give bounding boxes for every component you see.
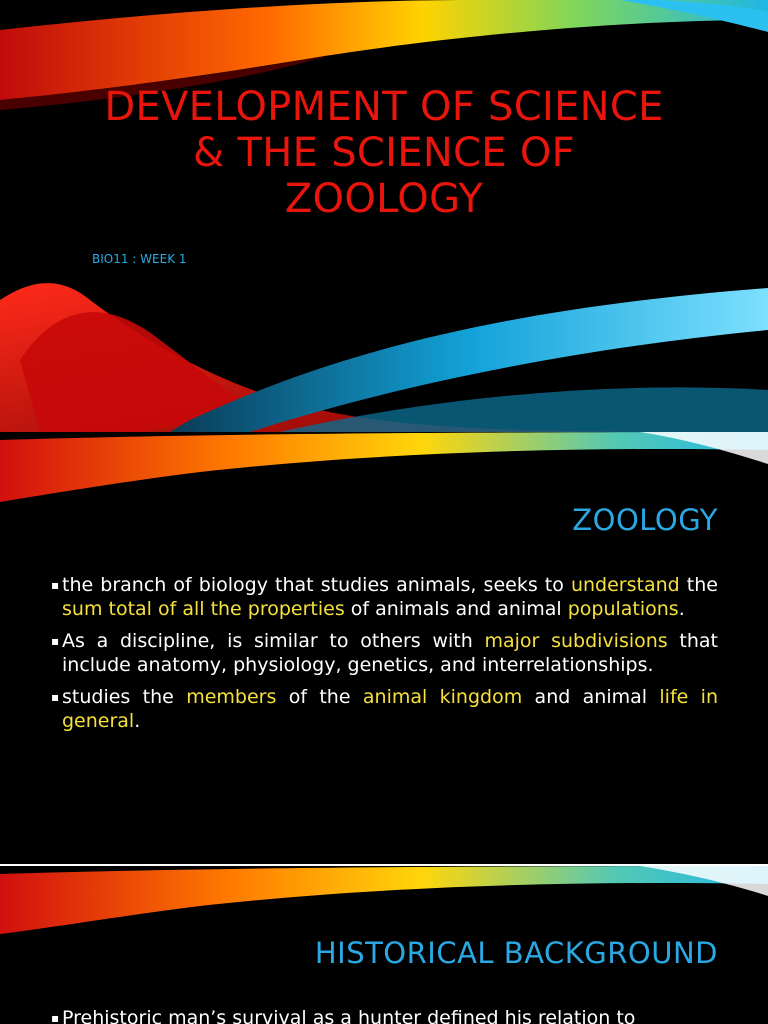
title-line-1: DEVELOPMENT OF SCIENCE	[104, 84, 664, 130]
bullet-text: the branch of biology that studies animals, seeks to	[62, 574, 571, 596]
bullet-text: and animal	[522, 686, 660, 708]
bullet-item	[52, 629, 718, 677]
title-line-3: ZOOLOGY	[284, 176, 484, 222]
bullet-item	[52, 573, 718, 621]
slide-title	[0, 0, 768, 432]
bullet-text: As a discipline, is similar to others with	[62, 630, 485, 652]
bullet-text: of the	[276, 686, 363, 708]
slide-historical-background	[0, 866, 768, 1024]
slide-title-text	[0, 84, 768, 222]
highlighted-text: major subdivisions	[484, 630, 668, 652]
highlighted-text: life in general	[62, 686, 718, 732]
bullet-item	[52, 685, 718, 733]
bullet-text: of animals and animal	[344, 598, 568, 620]
bullet-text: studies the	[62, 686, 187, 708]
slide-zoology	[0, 432, 768, 864]
bullet-text: that include anatomy, physiology, genetics, and interrelationships.	[62, 630, 718, 676]
section-heading: ZOOLOGY	[572, 503, 718, 537]
bullet-list	[52, 573, 718, 741]
bullet-item: ▪ Prehistoric man’s survival as a hunter defined his relation to	[52, 1006, 718, 1024]
section-heading: HISTORICAL BACKGROUND	[314, 936, 718, 970]
highlighted-text: animal kingdom	[362, 686, 523, 708]
bullet-text: .	[134, 710, 141, 732]
bullet-list	[52, 1006, 718, 1024]
highlighted-text: members	[186, 686, 277, 708]
highlighted-text: understand	[570, 574, 680, 596]
bullet-text: .	[678, 598, 685, 620]
swoosh-decoration	[0, 866, 768, 936]
bullet-text: the	[679, 574, 718, 596]
title-line-2: & THE SCIENCE OF	[193, 130, 575, 176]
highlighted-text: populations	[567, 598, 679, 620]
slide-subtitle: BIO11 : WEEK 1	[92, 252, 187, 266]
swoosh-decoration	[0, 432, 768, 512]
highlighted-text: sum total of all the properties	[62, 598, 345, 620]
